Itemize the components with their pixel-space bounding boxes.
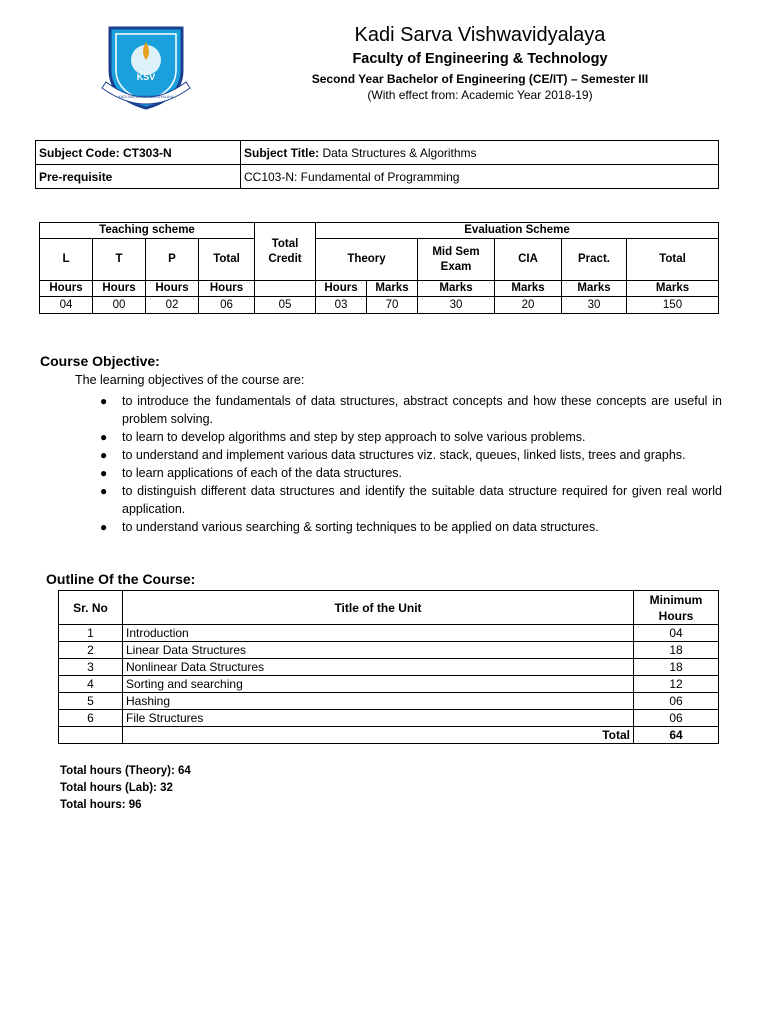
unit-cell-empty	[255, 281, 316, 297]
bullet-icon: ●	[100, 484, 108, 498]
teaching-scheme-header: Teaching scheme	[40, 223, 255, 239]
unit-cell: Hours	[93, 281, 146, 297]
logo-text: KSV	[136, 72, 156, 82]
unit-cell: Marks	[562, 281, 627, 297]
effective-year: (With effect from: Academic Year 2018-19)	[367, 88, 593, 102]
col-l: L	[40, 239, 93, 281]
unit-cell: Marks	[627, 281, 719, 297]
ksv-logo	[96, 20, 196, 112]
value-cell: 06	[199, 297, 255, 314]
col-total: Total	[199, 239, 255, 281]
unit-cell: Hours	[40, 281, 93, 297]
hours-summary	[60, 763, 191, 814]
col-pract: Pract.	[562, 239, 627, 281]
total-theory: Total hours (Theory): 64	[60, 765, 191, 777]
total-label: Total	[123, 727, 634, 744]
col-mid-sem: Mid Sem Exam	[418, 239, 495, 281]
table-row: 3 Nonlinear Data Structures 18	[59, 659, 719, 676]
list-item: ● to understand various searching & sorting techniques to be applied on data structures.	[100, 520, 599, 534]
col-p: P	[146, 239, 199, 281]
unit-cell: Hours	[199, 281, 255, 297]
faculty-name: Faculty of Engineering & Technology	[352, 51, 608, 67]
scheme-table	[39, 222, 719, 314]
subject-title-cell: Subject Title: Data Structures & Algorithms	[241, 141, 719, 165]
outline-table	[58, 590, 719, 744]
list-item: ● to distinguish different data structures and identify the suitable data structure required for given real world application.	[100, 484, 722, 516]
bullet-icon: ●	[100, 466, 108, 480]
col-cia: CIA	[495, 239, 562, 281]
unit-cell: Hours	[316, 281, 367, 297]
unit-cell: Marks	[495, 281, 562, 297]
university-name: Kadi Sarva Vishwavidyalaya	[354, 24, 606, 46]
head-title: Title of the Unit	[123, 591, 634, 625]
total-lab: Total hours (Lab): 32	[60, 782, 173, 794]
value-cell: 20	[495, 297, 562, 314]
bullet-icon: ●	[100, 520, 108, 534]
value-cell: 04	[40, 297, 93, 314]
total-row	[59, 727, 719, 744]
table-row: 4 Sorting and searching 12	[59, 676, 719, 693]
table-row: 6 File Structures 06	[59, 710, 719, 727]
bullet-icon: ●	[100, 394, 108, 408]
subject-table	[35, 140, 719, 189]
value-cell: 02	[146, 297, 199, 314]
logo-ring-text: KADI SARVA VISHWAVIDYALAYA	[118, 95, 174, 99]
value-cell: 00	[93, 297, 146, 314]
objective-list	[100, 392, 722, 536]
objective-title: Course Objective:	[40, 353, 160, 369]
col-total-credit: Total Credit	[255, 223, 316, 281]
prereq-value: CC103-N: Fundamental of Programming	[241, 165, 719, 189]
bullet-icon: ●	[100, 430, 108, 444]
outline-title: Outline Of the Course:	[46, 571, 196, 587]
table-row: 5 Hashing 06	[59, 693, 719, 710]
program-name: Second Year Bachelor of Engineering (CE/IT) – Semester III	[311, 72, 649, 86]
list-item: ● to introduce the fundamentals of data structures, abstract concepts and how these concepts are useful in problem solving.	[100, 394, 722, 426]
value-cell: 05	[255, 297, 316, 314]
unit-cell: Marks	[418, 281, 495, 297]
table-row: 1 Introduction 04	[59, 625, 719, 642]
list-item: ● to learn applications of each of the data structures.	[100, 466, 403, 480]
value-cell: 150	[627, 297, 719, 314]
list-item: ● to learn to develop algorithms and step by step approach to solve various problems.	[100, 430, 586, 444]
total-value: 64	[634, 727, 719, 744]
unit-cell: Hours	[146, 281, 199, 297]
head-sr: Sr. No	[59, 591, 123, 625]
value-cell: 70	[367, 297, 418, 314]
head-hours: Minimum Hours	[634, 591, 719, 625]
bullet-icon: ●	[100, 448, 108, 462]
objective-intro: The learning objectives of the course are:	[75, 373, 305, 387]
evaluation-scheme-header: Evaluation Scheme	[316, 223, 719, 239]
table-row: 2 Linear Data Structures 18	[59, 642, 719, 659]
col-t: T	[93, 239, 146, 281]
prereq-label: Pre-requisite	[36, 165, 241, 189]
value-cell: 03	[316, 297, 367, 314]
col-grand-total: Total	[627, 239, 719, 281]
value-cell: 30	[562, 297, 627, 314]
unit-cell: Marks	[367, 281, 418, 297]
subject-code-cell: Subject Code: CT303-N	[36, 141, 241, 165]
value-cell: 30	[418, 297, 495, 314]
list-item: ● to understand and implement various data structures viz. stack, queues, linked lists, trees and graphs.	[100, 448, 686, 462]
col-theory: Theory	[316, 239, 418, 281]
total-all: Total hours: 96	[60, 799, 142, 811]
